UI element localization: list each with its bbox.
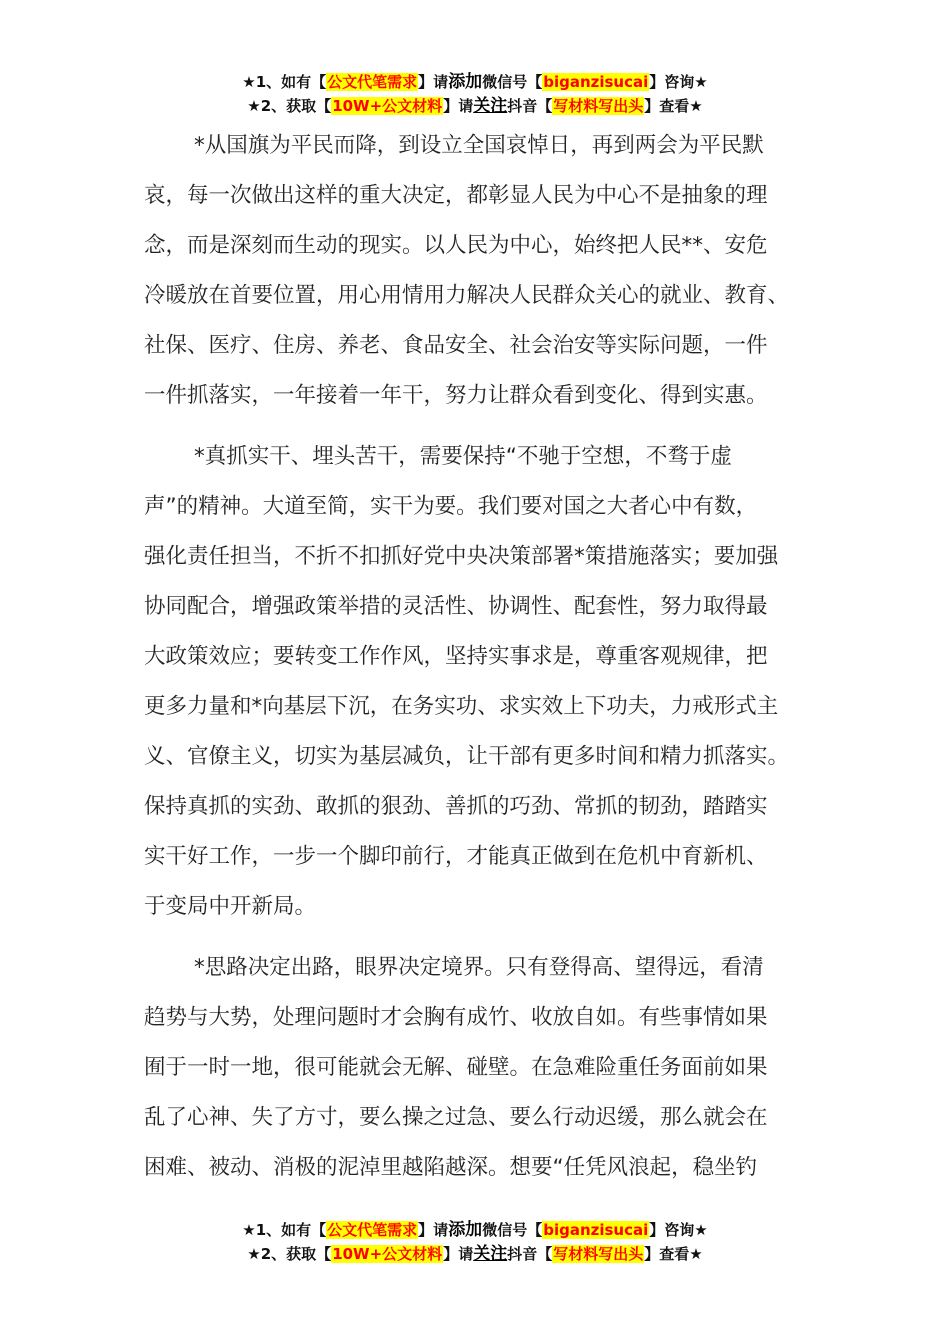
banner-line-1: ★1、如有【公文代笔需求】请添加微信号【biganzisucai】咨询★ xyxy=(242,1220,708,1240)
highlight-douyin-account: 写材料写出头 xyxy=(553,97,644,115)
text-line: *思路决定出路，眼界决定境界。只有登得高、望得远，看清 xyxy=(194,955,764,980)
text-line: 趋势与大势，处理问题时才会胸有成竹、收放自如。有些事情如果 xyxy=(144,1005,768,1030)
text-line: 协同配合，增强政策举措的灵活性、协调性、配套性，努力取得最 xyxy=(144,594,768,619)
paragraph-3 xyxy=(144,943,808,1193)
text-line: 保持真抓的实劲、敢抓的狠劲、善抓的巧劲、常抓的韧劲，踏踏实 xyxy=(144,794,768,819)
text-line: *真抓实干、埋头苦干，需要保持“不驰于空想，不骛于虚 xyxy=(194,444,732,469)
text-line: 囿于一时一地，很可能就会无解、碰壁。在急难险重任务面前如果 xyxy=(144,1055,768,1080)
text-line: 困难、被动、消极的泥淖里越陷越深。想要“任凭风浪起，稳坐钓 xyxy=(144,1155,758,1180)
highlight-wechat-id: biganzisucai xyxy=(543,73,649,91)
paragraph-2 xyxy=(144,432,808,932)
text-line: 冷暖放在首要位置，用心用情用力解决人民群众关心的就业、教育、 xyxy=(144,283,790,308)
highlight-douyin-account: 写材料写出头 xyxy=(553,1245,644,1263)
text-line: 念，而是深刻而生动的现实。以人民为中心，始终把人民**、安危 xyxy=(144,233,768,258)
banner-line-2: ★2、获取【10W+公文材料】请关注抖音【写材料写出头】查看★ xyxy=(247,96,703,116)
text-line: 实干好工作，一步一个脚印前行，才能真正做到在危机中育新机、 xyxy=(144,844,768,869)
text-line: 社保、医疗、住房、养老、食品安全、社会治安等实际问题，一件 xyxy=(144,333,768,358)
text-line: 更多力量和*向基层下沉，在务实功、求实效上下功夫，力戒形式主 xyxy=(144,694,779,719)
banner-line-1: ★1、如有【公文代笔需求】请添加微信号【biganzisucai】咨询★ xyxy=(242,72,708,92)
text-line: 于变局中开新局。 xyxy=(144,894,317,919)
highlight-materials: 10W+公文材料 xyxy=(332,1245,443,1263)
text-line: 乱了心神、失了方寸，要么操之过急、要么行动迟缓，那么就会在 xyxy=(144,1105,768,1130)
highlight-service: 公文代笔需求 xyxy=(327,1221,418,1239)
highlight-service: 公文代笔需求 xyxy=(327,73,418,91)
text-line: 哀，每一次做出这样的重大决定，都彰显人民为中心不是抽象的理 xyxy=(144,183,768,208)
footer-banner xyxy=(0,1218,950,1266)
highlight-wechat-id: biganzisucai xyxy=(543,1221,649,1239)
text-line: 一件抓落实，一年接着一年干，努力让群众看到变化、得到实惠。 xyxy=(144,383,768,408)
text-line: 强化责任担当，不折不扣抓好党中央决策部署*策措施落实；要加强 xyxy=(144,544,779,569)
paragraph-1 xyxy=(144,121,808,421)
text-line: 声”的精神。大道至简，实干为要。我们要对国之大者心中有数， xyxy=(144,494,758,519)
text-line: 大政策效应；要转变工作作风，坚持实事求是，尊重客观规律，把 xyxy=(144,644,768,669)
banner-line-2: ★2、获取【10W+公文材料】请关注抖音【写材料写出头】查看★ xyxy=(247,1244,703,1264)
text-line: *从国旗为平民而降，到设立全国哀悼日，再到两会为平民默 xyxy=(194,133,764,158)
text-line: 义、官僚主义，切实为基层减负，让干部有更多时间和精力抓落实。 xyxy=(144,744,790,769)
highlight-materials: 10W+公文材料 xyxy=(332,97,443,115)
header-banner xyxy=(0,70,950,118)
